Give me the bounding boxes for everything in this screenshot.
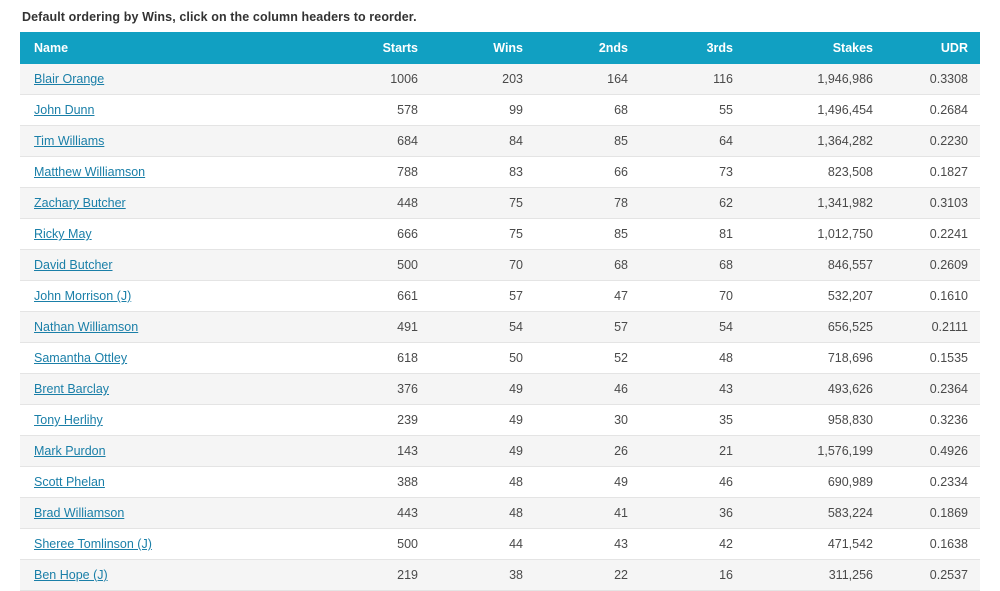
cell-3rds: 81 — [640, 219, 745, 250]
table-row — [20, 436, 980, 467]
driver-link[interactable]: John Morrison (J) — [34, 289, 132, 303]
table-row — [20, 405, 980, 436]
driver-link[interactable]: Matthew Williamson — [34, 165, 146, 179]
cell-3rds: 62 — [640, 188, 745, 219]
driver-link[interactable]: Brent Barclay — [34, 382, 110, 396]
cell-starts: 376 — [320, 374, 430, 405]
cell-starts: 661 — [320, 281, 430, 312]
cell-stakes: 690,989 — [745, 467, 885, 498]
cell-stakes: 532,207 — [745, 281, 885, 312]
cell-starts: 500 — [320, 250, 430, 281]
cell-stakes: 493,626 — [745, 374, 885, 405]
driver-link[interactable]: David Butcher — [34, 258, 113, 272]
cell-3rds: 42 — [640, 529, 745, 560]
cell-stakes: 718,696 — [745, 343, 885, 374]
cell-wins: 50 — [430, 343, 535, 374]
cell-3rds: 48 — [640, 343, 745, 374]
cell-name — [20, 281, 320, 312]
cell-2nds: 85 — [535, 126, 640, 157]
cell-wins: 49 — [430, 405, 535, 436]
column-header-3rds[interactable]: 3rds — [640, 32, 745, 64]
cell-wins: 84 — [430, 126, 535, 157]
cell-wins: 54 — [430, 312, 535, 343]
cell-name — [20, 436, 320, 467]
column-header-name[interactable]: Name — [20, 32, 320, 64]
cell-3rds: 64 — [640, 126, 745, 157]
cell-udr: 0.4926 — [885, 436, 980, 467]
table-row — [20, 529, 980, 560]
cell-udr: 0.1610 — [885, 281, 980, 312]
cell-wins: 38 — [430, 560, 535, 591]
cell-3rds: 73 — [640, 157, 745, 188]
cell-udr: 0.2230 — [885, 126, 980, 157]
cell-3rds: 70 — [640, 281, 745, 312]
cell-starts: 219 — [320, 560, 430, 591]
cell-wins: 203 — [430, 64, 535, 95]
cell-name — [20, 498, 320, 529]
cell-name — [20, 95, 320, 126]
cell-2nds: 49 — [535, 467, 640, 498]
cell-stakes: 1,364,282 — [745, 126, 885, 157]
table-row — [20, 250, 980, 281]
cell-name — [20, 157, 320, 188]
cell-udr: 0.3236 — [885, 405, 980, 436]
driver-link[interactable]: Nathan Williamson — [34, 320, 139, 334]
cell-stakes: 1,012,750 — [745, 219, 885, 250]
cell-starts: 143 — [320, 436, 430, 467]
driver-link[interactable]: Zachary Butcher — [34, 196, 126, 210]
cell-stakes: 471,542 — [745, 529, 885, 560]
driver-link[interactable]: Blair Orange — [34, 72, 105, 86]
column-header-stakes[interactable]: Stakes — [745, 32, 885, 64]
cell-name — [20, 405, 320, 436]
cell-3rds: 21 — [640, 436, 745, 467]
cell-name — [20, 219, 320, 250]
cell-2nds: 78 — [535, 188, 640, 219]
table-row — [20, 64, 980, 95]
table-row — [20, 498, 980, 529]
cell-3rds: 36 — [640, 498, 745, 529]
cell-wins: 48 — [430, 498, 535, 529]
cell-name — [20, 343, 320, 374]
table-row — [20, 560, 980, 591]
table-row — [20, 374, 980, 405]
cell-starts: 788 — [320, 157, 430, 188]
cell-3rds: 46 — [640, 467, 745, 498]
cell-starts: 1006 — [320, 64, 430, 95]
cell-3rds: 68 — [640, 250, 745, 281]
cell-stakes: 1,496,454 — [745, 95, 885, 126]
cell-stakes: 823,508 — [745, 157, 885, 188]
cell-starts: 448 — [320, 188, 430, 219]
cell-wins: 83 — [430, 157, 535, 188]
cell-3rds: 55 — [640, 95, 745, 126]
cell-3rds: 35 — [640, 405, 745, 436]
cell-starts: 239 — [320, 405, 430, 436]
cell-stakes: 1,576,199 — [745, 436, 885, 467]
table-caption: Default ordering by Wins, click on the column headers to reorder. — [22, 10, 417, 24]
column-header-starts[interactable]: Starts — [320, 32, 430, 64]
cell-2nds: 52 — [535, 343, 640, 374]
cell-starts: 684 — [320, 126, 430, 157]
cell-wins: 70 — [430, 250, 535, 281]
table-row — [20, 281, 980, 312]
cell-starts: 491 — [320, 312, 430, 343]
driver-rankings-table — [20, 32, 980, 591]
table-header-row — [20, 32, 980, 64]
driver-link[interactable]: Scott Phelan — [34, 475, 105, 489]
cell-udr: 0.2537 — [885, 560, 980, 591]
cell-wins: 48 — [430, 467, 535, 498]
cell-3rds: 116 — [640, 64, 745, 95]
cell-2nds: 22 — [535, 560, 640, 591]
cell-name — [20, 374, 320, 405]
driver-link[interactable]: Tim Williams — [34, 134, 105, 148]
cell-2nds: 26 — [535, 436, 640, 467]
cell-2nds: 46 — [535, 374, 640, 405]
cell-stakes: 1,341,982 — [745, 188, 885, 219]
cell-stakes: 846,557 — [745, 250, 885, 281]
cell-stakes: 1,946,986 — [745, 64, 885, 95]
cell-2nds: 41 — [535, 498, 640, 529]
cell-2nds: 30 — [535, 405, 640, 436]
cell-3rds: 16 — [640, 560, 745, 591]
driver-link[interactable]: Ricky May — [34, 227, 92, 241]
table-row — [20, 219, 980, 250]
cell-2nds: 164 — [535, 64, 640, 95]
cell-udr: 0.1535 — [885, 343, 980, 374]
cell-udr: 0.2684 — [885, 95, 980, 126]
cell-2nds: 85 — [535, 219, 640, 250]
cell-starts: 666 — [320, 219, 430, 250]
cell-name — [20, 126, 320, 157]
cell-starts: 500 — [320, 529, 430, 560]
column-header-2nds[interactable]: 2nds — [535, 32, 640, 64]
cell-wins: 49 — [430, 374, 535, 405]
cell-wins: 49 — [430, 436, 535, 467]
cell-udr: 0.3103 — [885, 188, 980, 219]
driver-link[interactable]: John Dunn — [34, 103, 95, 117]
cell-2nds: 47 — [535, 281, 640, 312]
cell-name — [20, 529, 320, 560]
cell-udr: 0.1827 — [885, 157, 980, 188]
cell-starts: 578 — [320, 95, 430, 126]
cell-wins: 99 — [430, 95, 535, 126]
table-row — [20, 95, 980, 126]
cell-udr: 0.2334 — [885, 467, 980, 498]
table-body — [20, 64, 980, 591]
cell-starts: 618 — [320, 343, 430, 374]
driver-link[interactable]: Samantha Ottley — [34, 351, 128, 365]
cell-starts: 388 — [320, 467, 430, 498]
cell-name — [20, 188, 320, 219]
cell-wins: 57 — [430, 281, 535, 312]
cell-name — [20, 560, 320, 591]
cell-stakes: 958,830 — [745, 405, 885, 436]
cell-wins: 75 — [430, 219, 535, 250]
cell-stakes: 656,525 — [745, 312, 885, 343]
cell-udr: 0.2241 — [885, 219, 980, 250]
cell-name — [20, 312, 320, 343]
cell-stakes: 583,224 — [745, 498, 885, 529]
cell-udr: 0.1869 — [885, 498, 980, 529]
driver-link[interactable]: Mark Purdon — [34, 444, 106, 458]
cell-udr: 0.3308 — [885, 64, 980, 95]
cell-udr: 0.2111 — [885, 312, 980, 343]
table-row — [20, 188, 980, 219]
cell-3rds: 54 — [640, 312, 745, 343]
driver-link[interactable]: Tony Herlihy — [34, 413, 103, 427]
cell-2nds: 68 — [535, 250, 640, 281]
cell-name — [20, 64, 320, 95]
table-header — [20, 32, 980, 64]
driver-link[interactable]: Sheree Tomlinson (J) — [34, 537, 152, 551]
cell-udr: 0.2609 — [885, 250, 980, 281]
cell-wins: 44 — [430, 529, 535, 560]
cell-name — [20, 250, 320, 281]
cell-2nds: 68 — [535, 95, 640, 126]
cell-2nds: 66 — [535, 157, 640, 188]
table-row — [20, 126, 980, 157]
cell-3rds: 43 — [640, 374, 745, 405]
cell-starts: 443 — [320, 498, 430, 529]
table-row — [20, 312, 980, 343]
cell-udr: 0.2364 — [885, 374, 980, 405]
driver-link[interactable]: Ben Hope (J) — [34, 568, 108, 582]
table-row — [20, 343, 980, 374]
driver-link[interactable]: Brad Williamson — [34, 506, 125, 520]
cell-2nds: 43 — [535, 529, 640, 560]
cell-2nds: 57 — [535, 312, 640, 343]
table-row — [20, 157, 980, 188]
cell-wins: 75 — [430, 188, 535, 219]
column-header-wins[interactable]: Wins — [430, 32, 535, 64]
column-header-udr[interactable]: UDR — [885, 32, 980, 64]
cell-udr: 0.1638 — [885, 529, 980, 560]
cell-stakes: 311,256 — [745, 560, 885, 591]
